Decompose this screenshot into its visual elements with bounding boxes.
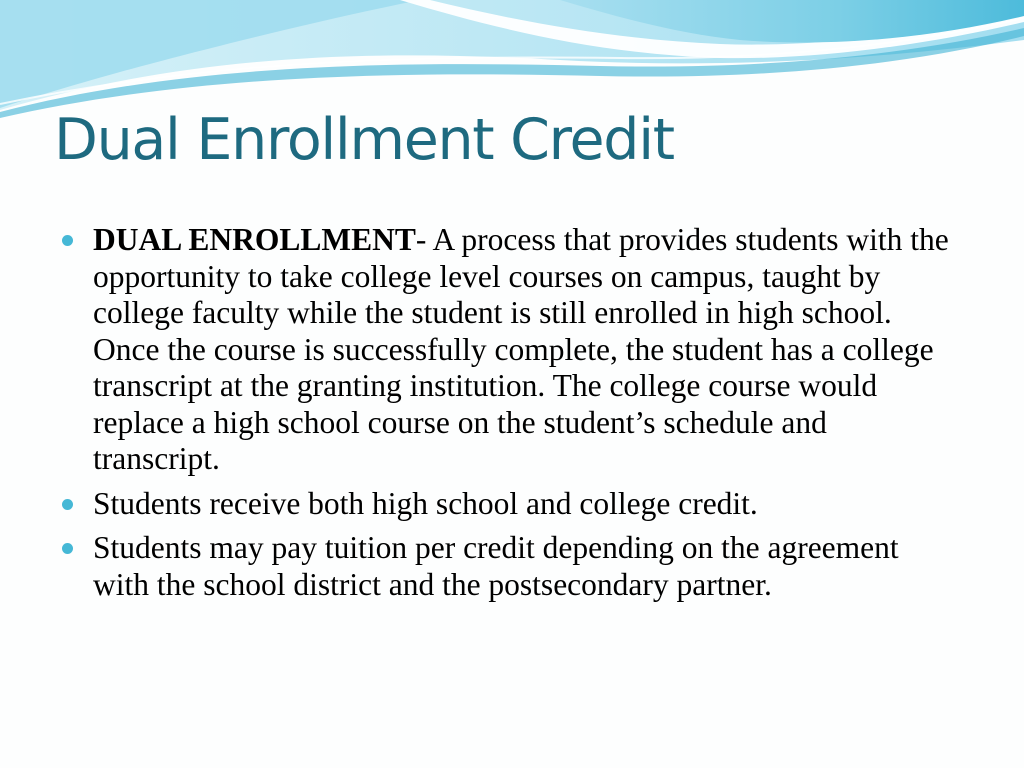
bullet-text: - A process that provides students with the opportunity to take college level courses on campus, taught by college faculty while the student is still enrolled in high school. Once the course is successfully complete, the student has a college transcript at the granting institution. The college course would replace a high school course on the student’s schedule and transcript. <box>93 222 949 476</box>
bullet-item <box>60 222 960 478</box>
slide-title: Dual Enrollment Credit <box>54 107 674 173</box>
bullet-term: DUAL ENROLLMENT <box>93 222 416 257</box>
bullet-dot-icon <box>62 235 73 246</box>
bullet-list <box>60 222 960 611</box>
bullet-item <box>60 486 960 523</box>
bullet-item <box>60 530 960 603</box>
bullet-dot-icon <box>62 543 73 554</box>
bullet-dot-icon <box>62 499 73 510</box>
bullet-text: Students may pay tuition per credit depending on the agreement with the school district and the postsecondary partner. <box>93 530 899 602</box>
bullet-text: Students receive both high school and college credit. <box>93 485 758 521</box>
